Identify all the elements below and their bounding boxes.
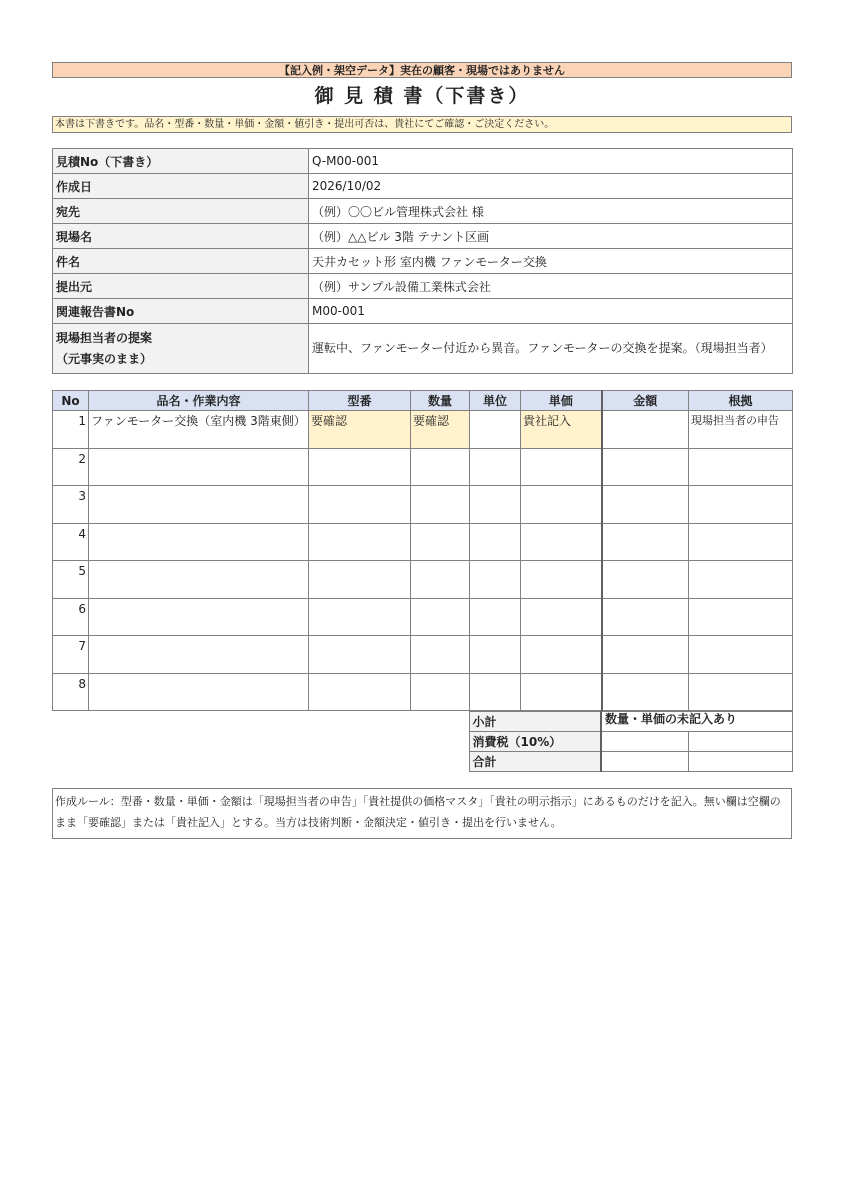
item-price	[521, 636, 602, 674]
info-label: 現場名	[53, 224, 309, 249]
tax-row	[52, 732, 792, 752]
item-no: 2	[53, 448, 89, 486]
item-qty	[411, 598, 470, 636]
header-unit: 単位	[470, 391, 521, 411]
item-no: 6	[53, 598, 89, 636]
header-basis: 根拠	[689, 391, 793, 411]
total-row	[52, 752, 792, 772]
item-qty: 要確認	[411, 411, 470, 449]
document-title: 御 見 積 書（下書き）	[314, 85, 530, 107]
proposal-label-line1: 現場担当者の提案	[56, 330, 153, 345]
table-row	[53, 598, 793, 636]
tax-extra	[688, 732, 792, 752]
item-unit	[470, 673, 521, 711]
table-row	[53, 636, 793, 674]
subtotal-label: 小計	[469, 712, 601, 732]
item-amount	[602, 486, 689, 524]
proposal-label	[53, 324, 309, 374]
creation-rule-note: 作成ルール：型番・数量・単価・金額は「現場担当者の申告」「貴社提供の価格マスタ」「貴社の明示指示」にあるものだけを記入。無い欄は空欄のまま「要確認」または「貴社記入」とする。当方は技術判断・金額決定・値引き・提出を行いません。	[52, 788, 792, 839]
header-no: No	[53, 391, 89, 411]
item-name	[89, 561, 309, 599]
table-row	[53, 486, 793, 524]
info-row	[53, 174, 793, 199]
item-basis	[689, 636, 793, 674]
item-basis	[689, 523, 793, 561]
item-price	[521, 486, 602, 524]
item-basis	[689, 561, 793, 599]
header-qty: 数量	[411, 391, 470, 411]
item-name: ファンモーター交換（室内機 3階東側）	[89, 411, 309, 449]
item-unit	[470, 561, 521, 599]
item-no: 8	[53, 673, 89, 711]
info-row	[53, 249, 793, 274]
header-price: 単価	[521, 391, 602, 411]
item-model	[309, 448, 411, 486]
header-item: 品名・作業内容	[89, 391, 309, 411]
table-row	[53, 523, 793, 561]
item-amount	[602, 673, 689, 711]
header-model: 型番	[309, 391, 411, 411]
info-row	[53, 274, 793, 299]
tax-label: 消費税（10%）	[469, 732, 601, 752]
item-amount	[602, 411, 689, 449]
table-row	[53, 448, 793, 486]
item-model	[309, 598, 411, 636]
item-unit	[470, 448, 521, 486]
total-amount	[601, 752, 688, 772]
item-model	[309, 523, 411, 561]
item-price	[521, 598, 602, 636]
total-label: 合計	[469, 752, 601, 772]
item-name	[89, 523, 309, 561]
subtotal-row	[52, 712, 792, 732]
item-qty	[411, 636, 470, 674]
item-amount	[602, 523, 689, 561]
item-name	[89, 636, 309, 674]
item-model	[309, 486, 411, 524]
item-unit	[470, 523, 521, 561]
totals-table	[52, 711, 793, 772]
item-basis	[689, 486, 793, 524]
proposal-row	[53, 324, 793, 374]
info-value: （例）〇〇ビル管理株式会社 様	[309, 199, 793, 224]
item-price	[521, 523, 602, 561]
tax-amount	[601, 732, 688, 752]
info-row	[53, 149, 793, 174]
info-value: M00-001	[309, 299, 793, 324]
item-price	[521, 673, 602, 711]
item-amount	[602, 448, 689, 486]
items-header-row	[53, 391, 793, 411]
item-basis	[689, 598, 793, 636]
info-row	[53, 224, 793, 249]
item-price	[521, 448, 602, 486]
item-qty	[411, 523, 470, 561]
item-name	[89, 486, 309, 524]
estimate-info-table	[52, 148, 793, 374]
item-qty	[411, 486, 470, 524]
item-model	[309, 561, 411, 599]
item-model	[309, 636, 411, 674]
item-qty	[411, 448, 470, 486]
table-row	[53, 673, 793, 711]
item-price	[521, 561, 602, 599]
info-label: 見積No（下書き）	[53, 149, 309, 174]
table-row	[53, 411, 793, 449]
item-qty	[411, 561, 470, 599]
item-name	[89, 598, 309, 636]
item-unit	[470, 598, 521, 636]
item-name	[89, 673, 309, 711]
estimate-page	[52, 62, 792, 839]
item-amount	[602, 636, 689, 674]
info-label: 件名	[53, 249, 309, 274]
item-model	[309, 673, 411, 711]
info-row	[53, 299, 793, 324]
info-value: （例）サンプル設備工業株式会社	[309, 274, 793, 299]
info-label: 宛先	[53, 199, 309, 224]
item-unit	[470, 411, 521, 449]
info-label: 関連報告書No	[53, 299, 309, 324]
info-label: 提出元	[53, 274, 309, 299]
fictional-data-banner: 【記入例・架空データ】実在の顧客・現場ではありません	[52, 62, 792, 78]
item-no: 4	[53, 523, 89, 561]
header-amount: 金額	[602, 391, 689, 411]
info-value: Q-M00-001	[309, 149, 793, 174]
item-no: 1	[53, 411, 89, 449]
item-amount	[602, 598, 689, 636]
line-items-table	[52, 390, 793, 711]
item-price: 貴社記入	[521, 411, 602, 449]
table-row	[53, 561, 793, 599]
info-label: 作成日	[53, 174, 309, 199]
item-unit	[470, 486, 521, 524]
draft-notice: 本書は下書きです。品名・型番・数量・単価・金額・値引き・提出可否は、貴社にてご確認・ご決定ください。	[52, 116, 792, 133]
item-basis	[689, 448, 793, 486]
info-value: （例）△△ビル 3階 テナント区画	[309, 224, 793, 249]
item-unit	[470, 636, 521, 674]
item-no: 5	[53, 561, 89, 599]
proposal-label-line2: （元事実のまま）	[56, 351, 153, 366]
item-amount	[602, 561, 689, 599]
proposal-value: 運転中、ファンモーター付近から異音。ファンモーターの交換を提案。（現場担当者）	[309, 324, 793, 374]
item-basis	[689, 673, 793, 711]
subtotal-note: 数量・単価の未記入あり	[601, 712, 792, 732]
info-value: 2026/10/02	[309, 174, 793, 199]
item-qty	[411, 673, 470, 711]
item-no: 3	[53, 486, 89, 524]
item-no: 7	[53, 636, 89, 674]
item-basis: 現場担当者の申告	[689, 411, 793, 449]
item-name	[89, 448, 309, 486]
item-model: 要確認	[309, 411, 411, 449]
info-value: 天井カセット形 室内機 ファンモーター交換	[309, 249, 793, 274]
info-row	[53, 199, 793, 224]
total-extra	[688, 752, 792, 772]
